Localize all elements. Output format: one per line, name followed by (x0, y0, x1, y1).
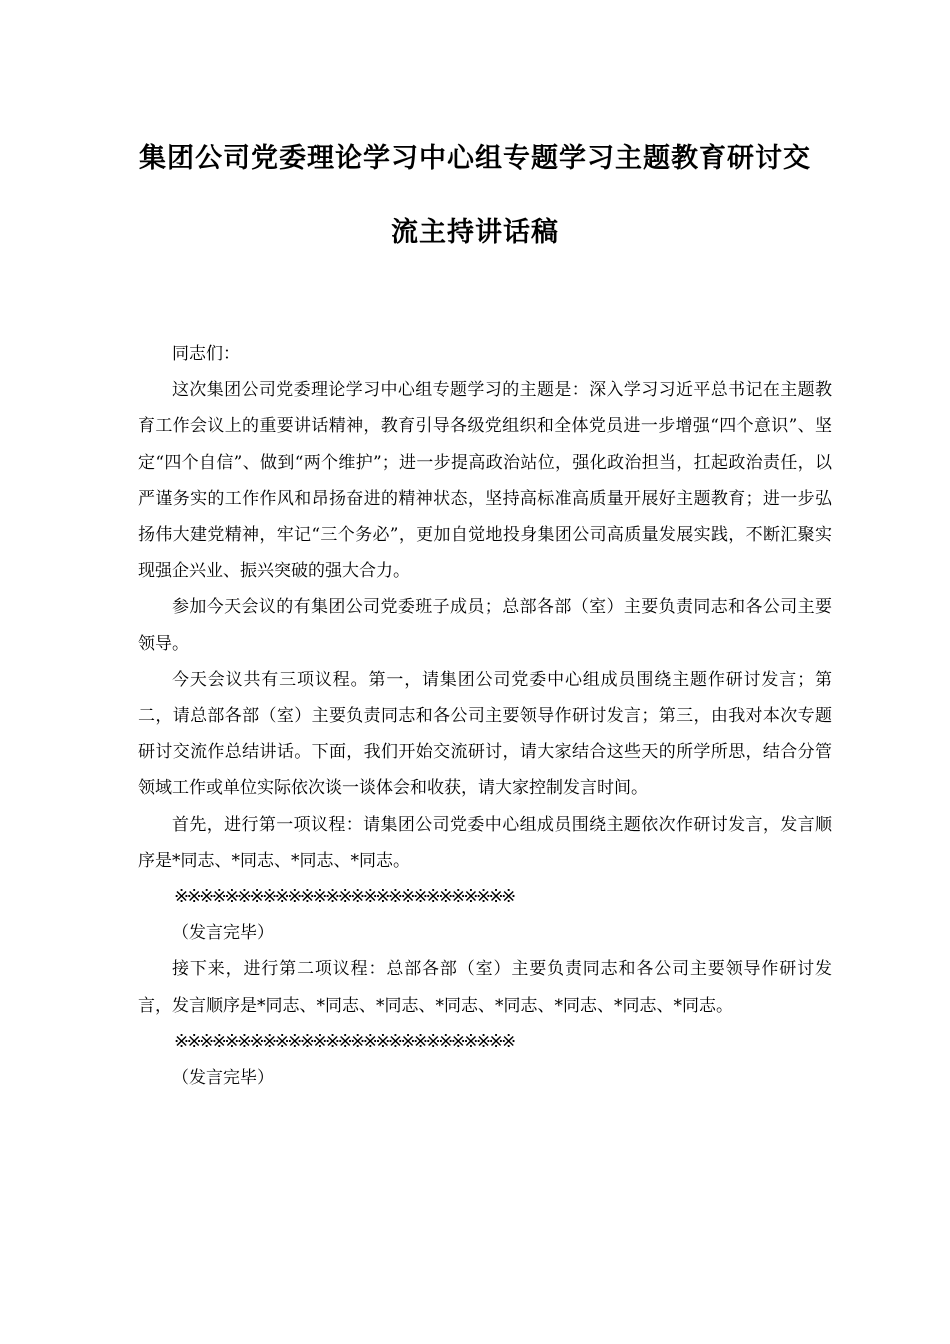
separator-line-2: ※※※※※※※※※※※※※※※※※※※※※※※※※※※ (174, 1030, 514, 1052)
salutation: 同志们： (172, 344, 240, 364)
document-body (138, 336, 832, 1096)
document-title-line-1: 集团公司党委理论学习中心组专题学习主题教育研讨交 (139, 143, 811, 174)
speech-finished-note-1: （发言完毕） (172, 923, 274, 944)
paragraph-second-item: 接下来，进行第二项议程：总部各部（室）主要负责同志和各公司主要领导作研讨发言，发言顺序是*同志、*同志、*同志、*同志、*同志、*同志、*同志、*同志。 (138, 959, 832, 1016)
paragraph-attendees: 参加今天会议的有集团公司党委班子成员；总部各部（室）主要负责同志和各公司主要领导。 (138, 597, 832, 654)
paragraph-theme: 这次集团公司党委理论学习中心组专题学习的主题是：深入学习习近平总书记在主题教育工作会议上的重要讲话精神，教育引导各级党组织和全体党员进一步增强“四个意识”、坚定“四个自信”、做到“两个维护”；进一步提高政治站位，强化政治担当，扛起政治责任，以严谨务实的工作作风和昂扬奋进的精神状态，坚持高标准高质量开展好主题教育；进一步弘扬伟大建党精神，牢记“三个务必”，更加自觉地投身集团公司高质量发展实践，不断汇聚实现强企兴业、振兴突破的强大合力。 (138, 380, 832, 582)
paragraph-first-item: 首先，进行第一项议程：请集团公司党委中心组成员围绕主题依次作研讨发言，发言顺序是*同志、*同志、*同志、*同志。 (138, 814, 832, 871)
document-title-line-2: 流主持讲话稿 (391, 217, 559, 248)
speech-finished-note-2: （发言完毕） (172, 1068, 274, 1089)
paragraph-agenda: 今天会议共有三项议程。第一，请集团公司党委中心组成员围绕主题作研讨发言；第二，请总部各部（室）主要负责同志和各公司主要领导作研讨发言；第三，由我对本次专题研讨交流作总结讲话。下面，我们开始交流研讨，请大家结合这些天的所学所思，结合分管领域工作或单位实际依次谈一谈体会和收获，请大家控制发言时间。 (138, 669, 832, 799)
separator-line-1: ※※※※※※※※※※※※※※※※※※※※※※※※※※※ (174, 886, 514, 908)
